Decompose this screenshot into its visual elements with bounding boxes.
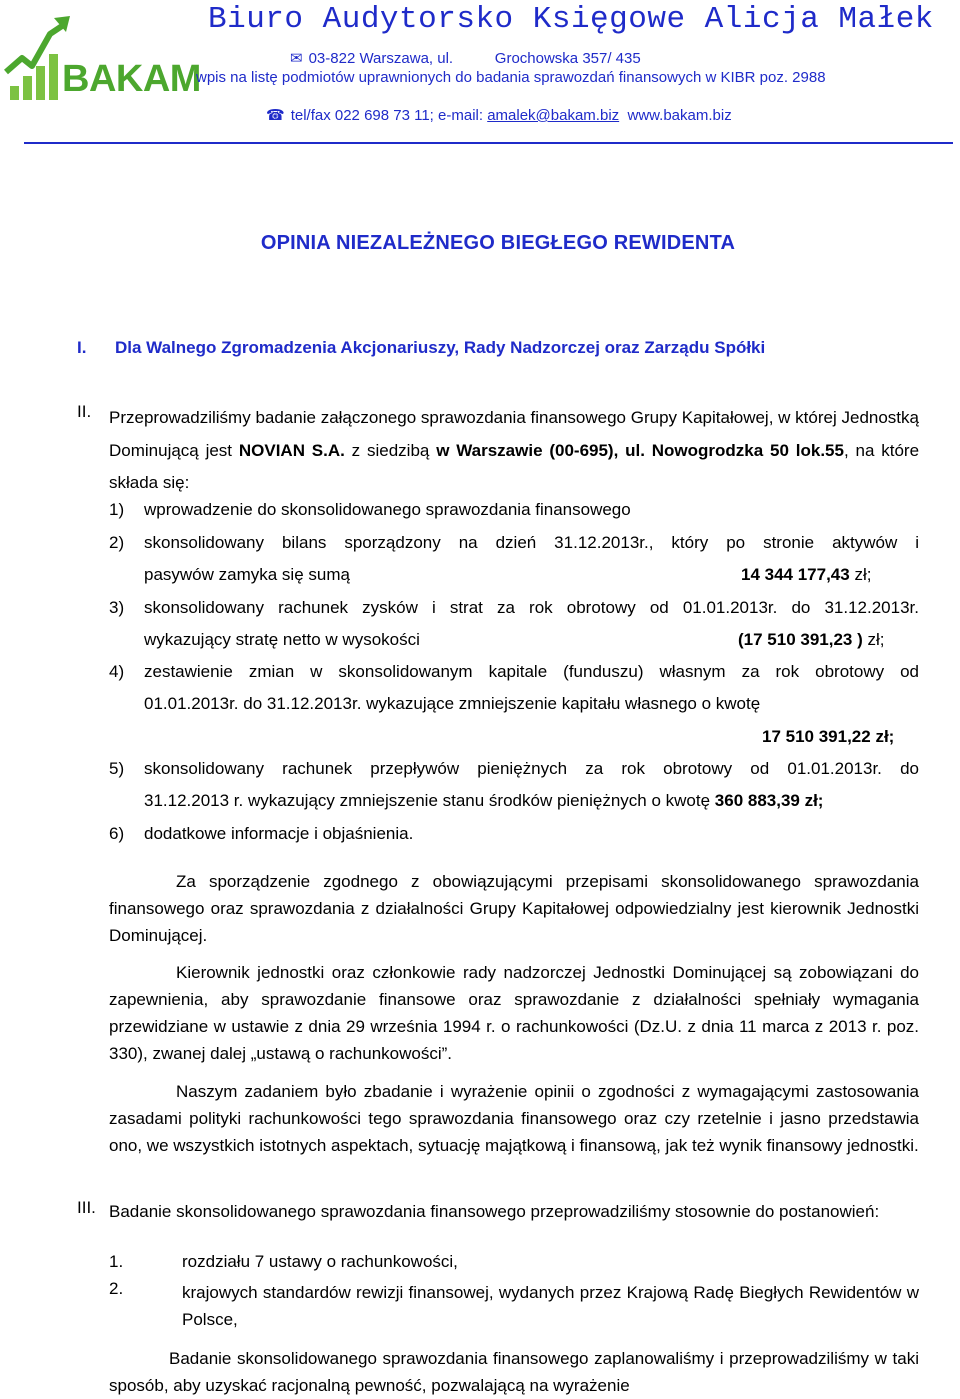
section-2-intro-b: z siedzibą <box>344 440 437 460</box>
phone-icon: ☎ <box>266 107 285 124</box>
section-3-text: Badanie skonsolidowanego sprawozdania finansowego przeprowadziliśmy stosownie do postanowień: <box>109 1202 880 1221</box>
paragraph-task: Naszym zadaniem było zbadanie i wyrażenie opinii o zgodności z wymagającymi zastosowania zasadami polityki rachunkowości tego sprawozdania finansowego oraz czy rzetelnie i jasno przedstawia ono, we wszystkich istotnych aspektach, sytuację majątkową i finansową, jak też wynik finansowy jednostki. <box>109 1082 919 1155</box>
paragraph-closing: Badanie skonsolidowanego sprawozdania finansowego zaplanowaliśmy i przeprowadziliśmy w taki sposób, aby uzyskać racjonalną pewność, pozwalającą na wyrażenie <box>109 1349 919 1395</box>
list-item-text <box>144 533 919 553</box>
registry-line: wpis na listę podmiotów uprawnionych do badania sprawozdań finansowych w KIBR poz. 2988 <box>196 69 826 86</box>
list-item-number: 4) <box>109 662 125 681</box>
logo-text: BAKAM <box>62 58 201 100</box>
section-3-number: III. <box>77 1198 96 1217</box>
email-link[interactable]: amalek@bakam.biz <box>487 107 620 124</box>
list-item-line2 <box>144 694 760 714</box>
list-item-text: dodatkowe informacje i objaśnienia. <box>144 824 414 843</box>
list-item-text-a: skonsolidowany bilans sporządzony na dzień 31.12.2013r. <box>144 533 649 552</box>
amount-unit: zł; <box>849 565 872 584</box>
section-2-number: II. <box>77 402 92 421</box>
list-item-number: 2. <box>109 1279 124 1298</box>
amount-unit: zł; <box>862 630 885 649</box>
list-item-amount: 17 510 391,22 zł; <box>762 727 895 746</box>
entity-name: NOVIAN S.A. <box>238 440 345 460</box>
entity-seat: w Warszawie (00-695), ul. Nowogrodzka 50 lok.55 <box>436 440 844 460</box>
address-street: Grochowska 357/ 435 <box>494 50 641 67</box>
list-item-line2-a: 01.01.2013r. do 31.12.2013r. <box>144 694 362 713</box>
section-2-intro-c: , na które składa się: <box>109 440 920 492</box>
page-title: OPINIA NIEZALEŻNEGO BIEGŁEGO REWIDENTA <box>260 232 736 254</box>
list-item-text: rozdziału 7 ustawy o rachunkowości, <box>182 1252 458 1271</box>
list-item-number: 6) <box>109 824 125 843</box>
paragraph-responsibility: Za sporządzenie zgodnego z obowiązującymi przepisami skonsolidowanego sprawozdania finansowego oraz sprawozdania z działalności Grupy Kapitałowej odpowiedzialny jest kierownik Jednostki Dominującej. <box>109 872 919 945</box>
company-logo <box>4 14 201 114</box>
list-item-line2-b: wykazujące zmniejszenie kapitału własnego o kwotę <box>361 694 761 713</box>
list-item-text: krajowych standardów rewizji finansowej, wydanych przez Krajową Radę Biegłych Rewidentów w Polsce, <box>182 1283 919 1329</box>
amount-value: 14 344 177,43 <box>741 565 850 584</box>
website-link[interactable]: www.bakam.biz <box>627 107 732 124</box>
list-item-line2 <box>144 791 823 811</box>
list-item-line2-b: wykazujący zmniejszenie stanu środków pieniężnych o kwotę <box>243 791 715 810</box>
firm-name: Biuro Audytorsko Księgowe Alicja Małek <box>208 2 934 37</box>
list-item-number: 1. <box>109 1252 124 1271</box>
list-item-text: skonsolidowany rachunek przepływów pieniężnych za rok obrotowy od 01.01.2013r. do <box>144 759 919 778</box>
list-item-number: 5) <box>109 759 125 778</box>
list-item-text: zestawienie zmian w skonsolidowanym kapitale (funduszu) własnym za rok obrotowy od <box>144 662 919 681</box>
list-item-text: skonsolidowany rachunek zysków i strat za rok obrotowy od 01.01.2013r. do 31.12.2013r. <box>144 598 919 617</box>
contact-line <box>266 106 732 124</box>
list-item-text: wprowadzenie do skonsolidowanego sprawozdania finansowego <box>144 500 631 519</box>
section-2-intro <box>109 402 919 500</box>
section-1-heading <box>77 338 765 358</box>
list-item-number: 1) <box>109 500 125 519</box>
paragraph-obligations: Kierownik jednostki oraz członkowie rady nadzorczej Jednostki Dominującej są zobowiązani do zapewnienia, aby sprawozdanie finansowe oraz sprawozdanie z działalności spełniały wymagania przewidziane w ustawie z dnia 29 września 1994 r. o rachunkowości (Dz.U. z dnia 11 marca z 2013 r. poz. 330), zwanej dalej „ustawą o rachunkowości”. <box>109 963 919 1063</box>
amount-value: 360 883,39 zł; <box>714 791 824 810</box>
header-divider <box>24 142 953 144</box>
list-item-line2: wykazujący stratę netto w wysokości <box>144 630 420 649</box>
address-line <box>290 49 641 67</box>
list-item-number: 3) <box>109 598 125 617</box>
address-prefix: 03-822 Warszawa, ul. <box>308 50 454 67</box>
section-1-number: I. <box>77 338 87 357</box>
list-item-amount <box>741 565 871 585</box>
list-item-number: 2) <box>109 533 125 552</box>
list-item-line2: pasywów zamyka się sumą <box>144 565 350 584</box>
envelope-icon: ✉ <box>290 50 303 67</box>
list-item-line2-a: 31.12.2013 r. <box>144 791 244 810</box>
section-1-text: Dla Walnego Zgromadzenia Akcjonariuszy, Rady Nadzorczej oraz Zarządu Spółki <box>115 338 766 357</box>
section-2-intro-a: Przeprowadziliśmy badanie załączonego sprawozdania finansowego Grupy Kapitałowej, w której Jednostką Dominującą jest <box>109 408 919 460</box>
contact-prefix: tel/fax 022 698 73 11; e-mail: <box>290 107 488 124</box>
list-item-text-b: , który po stronie aktywów i <box>648 533 919 552</box>
list-item-amount <box>738 630 885 650</box>
amount-value: (17 510 391,23 ) <box>738 630 863 649</box>
